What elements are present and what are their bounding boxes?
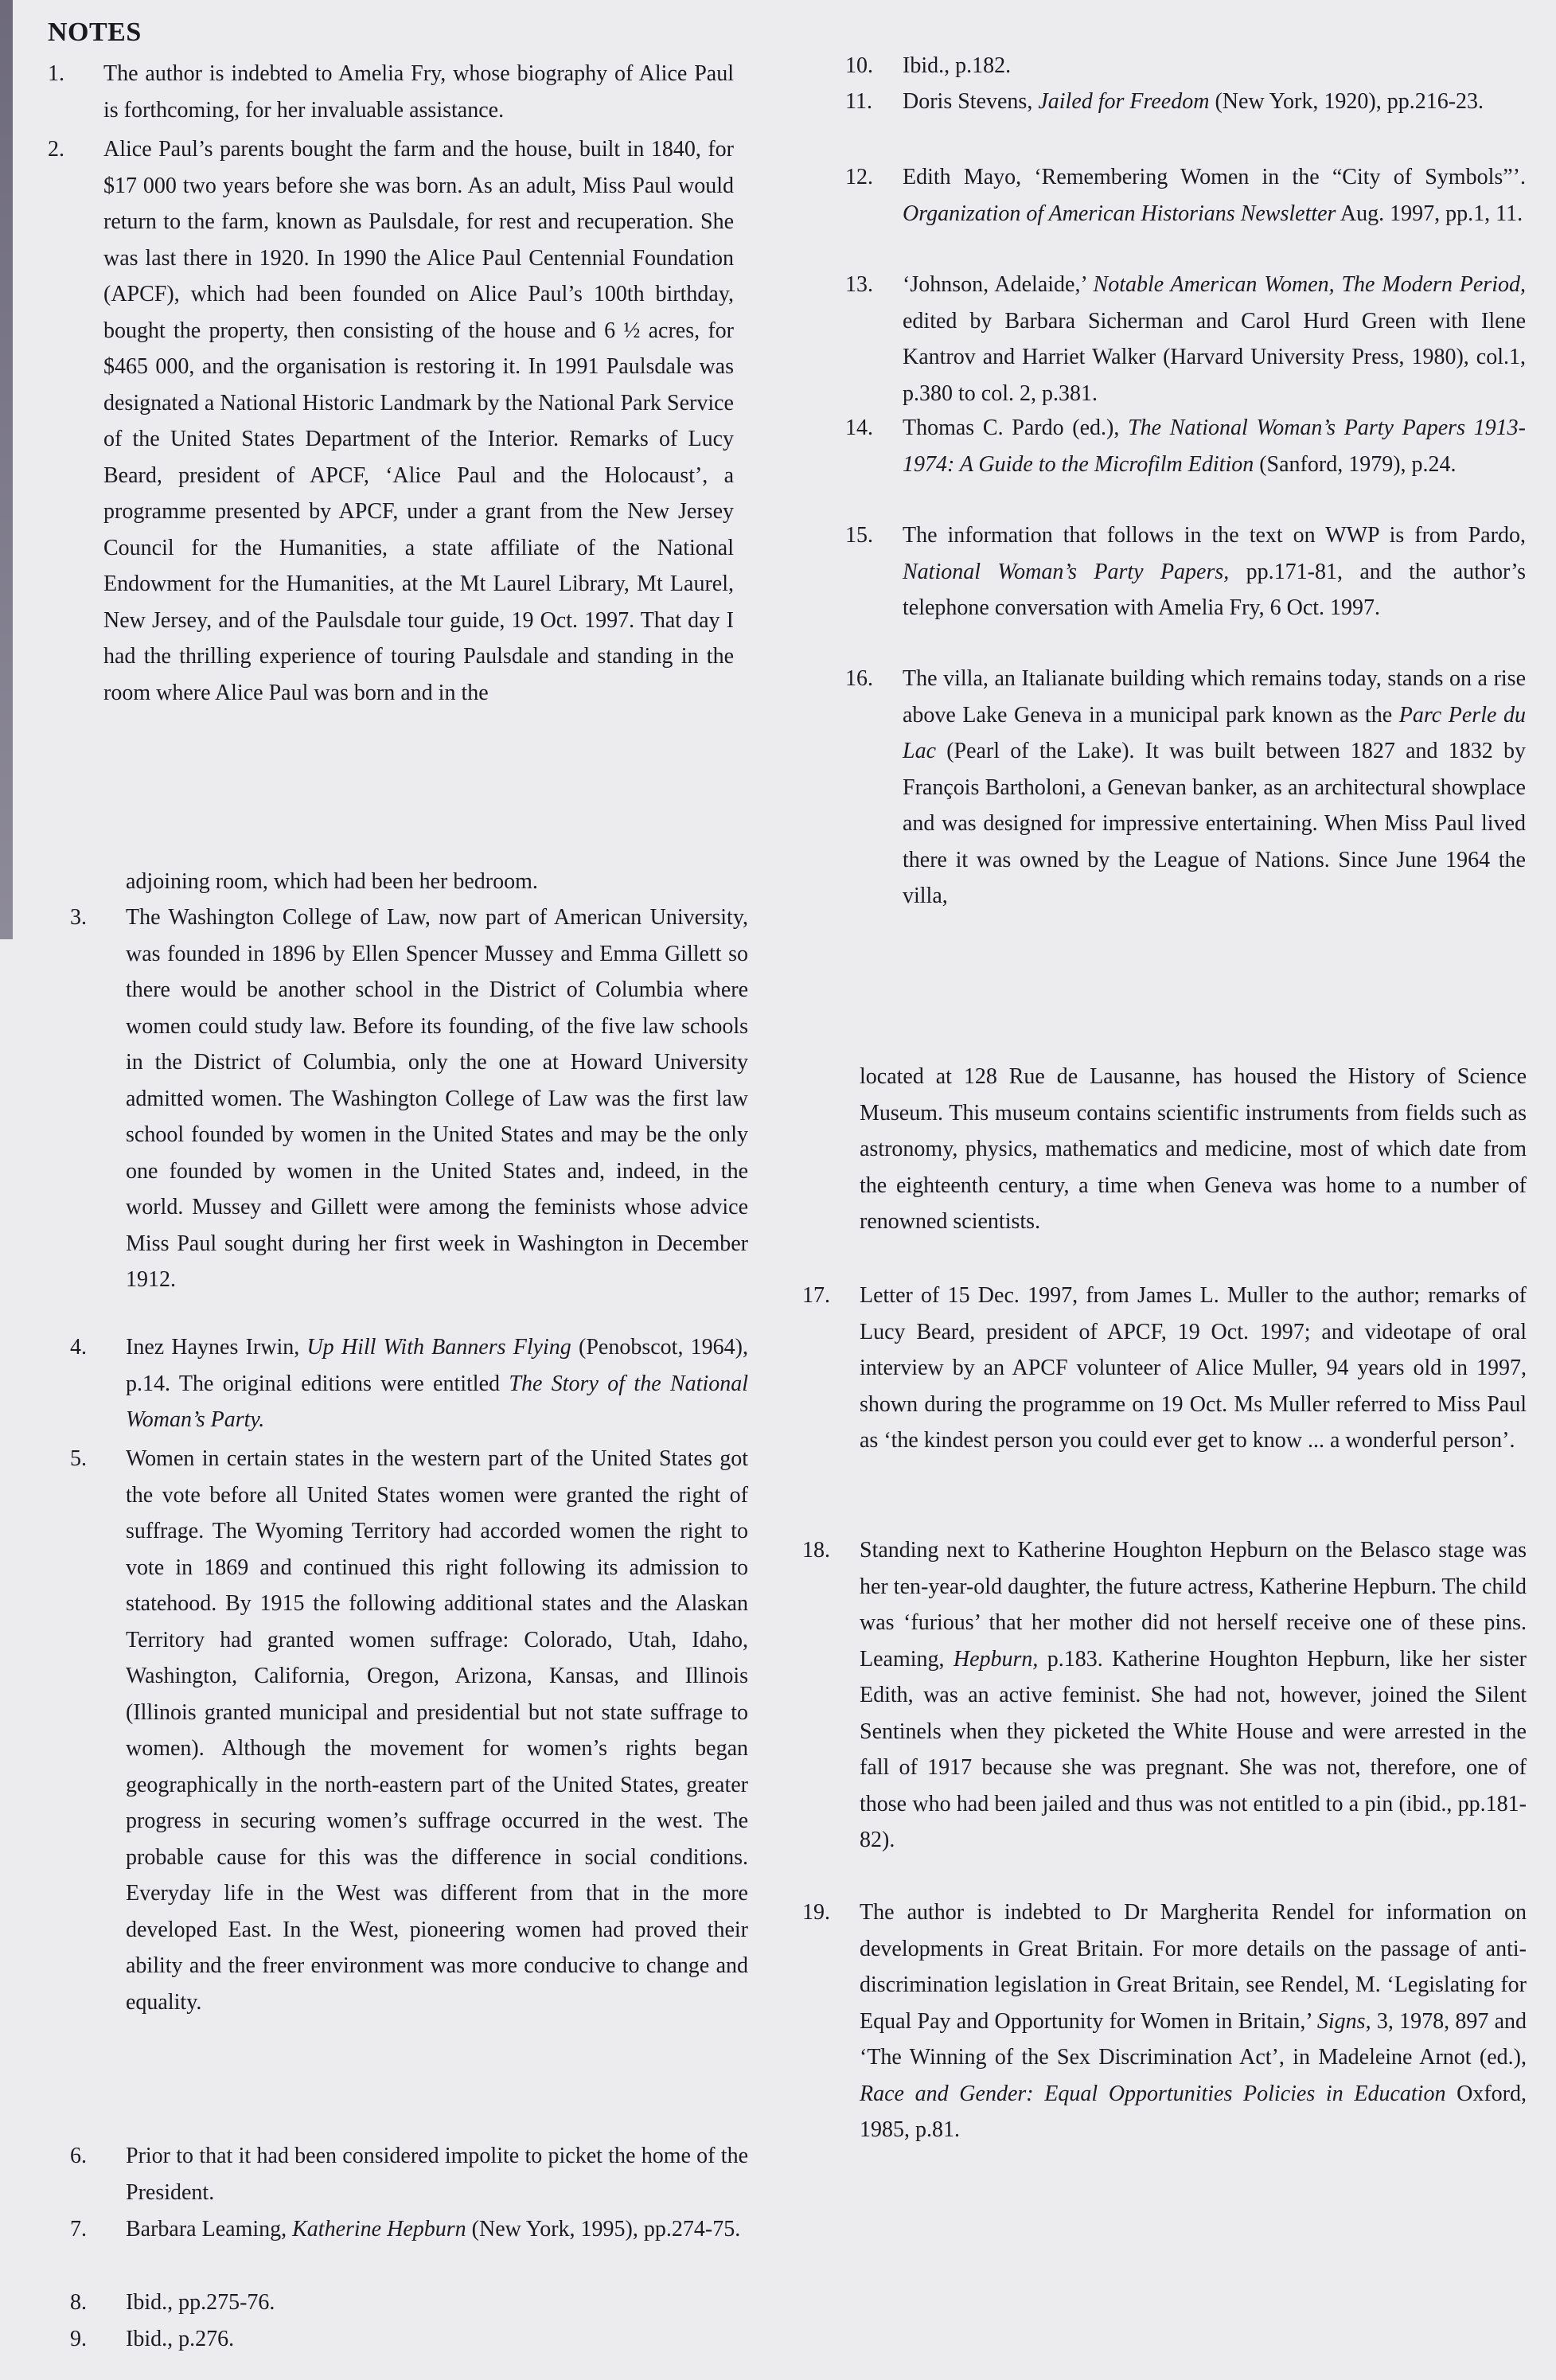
note-10 bbox=[845, 48, 1526, 84]
note-12 bbox=[845, 159, 1526, 232]
note-6 bbox=[70, 2138, 748, 2210]
note-17 bbox=[802, 1278, 1527, 1459]
note-text: The villa, an Italianate building which remains today, stands on a rise above Lake Geneva in a municipal park known as the Parc Perle du Lac (Pearl of the Lake). It was built between 1827 and 1832 by François Bartholoni, a Genevan banker, as an architectural showplace and was designed for impressive entertaining. When Miss Paul lived there it was owned by the League of Nations. Since June 1964 the villa, bbox=[903, 666, 1526, 908]
note-text: Edith Mayo, ‘Remembering Women in the “City of Symbols”’. Organization of American Historians Newsletter Aug. 1997, pp.1, 11. bbox=[903, 165, 1526, 226]
note-number: 4. bbox=[70, 1335, 87, 1360]
note-number: 13. bbox=[845, 272, 873, 297]
note-16-continued bbox=[802, 1059, 1527, 1240]
note-number: 8. bbox=[70, 2290, 87, 2315]
note-text: Standing next to Katherine Houghton Hepburn on the Belasco stage was her ten-year-old daughter, the future actress, Katherine Hepburn. The child was ‘furious’ that her mother did not herself receive one of these pins. Leaming, Hepburn, p.183. Katherine Houghton Hepburn, like her sister Edith, was an active feminist. She had not, however, joined the Silent Sentinels when they picketed the White House and were arrested in the fall of 1917 because she was pregnant. She was not, therefore, one of those who had been jailed and thus was not entitled to a pin (ibid., pp.181-82). bbox=[860, 1538, 1527, 1852]
note-number: 6. bbox=[70, 2144, 87, 2168]
note-number: 9. bbox=[70, 2327, 87, 2351]
note-number: 19. bbox=[802, 1900, 830, 1925]
note-number: 16. bbox=[845, 666, 873, 691]
note-text: Letter of 15 Dec. 1997, from James L. Muller to the author; remarks of Lucy Beard, president of APCF, 19 Oct. 1997; and videotape of oral interview by an APCF volunteer of Alice Muller, 94 years old in 1997, shown during the programme on 19 Oct. Ms Muller referred to Miss Paul as ‘the kindest person you could ever get to know ... a wonderful person’. bbox=[860, 1283, 1527, 1453]
note-5 bbox=[70, 1441, 748, 2020]
note-text: located at 128 Rue de Lausanne, has housed the History of Science Museum. This museum contains scientific instruments from fields such as astronomy, physics, mathematics and medicine, most of which date from the eighteenth century, a time when Geneva was home to a number of renowned scientists. bbox=[860, 1064, 1527, 1234]
note-19 bbox=[802, 1894, 1527, 2148]
note-15 bbox=[845, 517, 1526, 626]
note-text: Inez Haynes Irwin, Up Hill With Banners Flying (Penobscot, 1964), p.14. The original editions were entitled The Story of the National Woman’s Party. bbox=[126, 1335, 749, 1432]
note-number: 1. bbox=[48, 61, 64, 86]
note-9 bbox=[70, 2321, 748, 2358]
note-text: The information that follows in the text on WWP is from Pardo, National Woman’s Party Papers, pp.171-81, and the author’s telephone conversation with Amelia Fry, 6 Oct. 1997. bbox=[903, 523, 1526, 620]
note-number: 17. bbox=[802, 1283, 830, 1308]
page-edge-shadow bbox=[0, 0, 13, 939]
note-1 bbox=[48, 56, 734, 128]
note-3 bbox=[70, 899, 748, 1298]
note-number: 3. bbox=[70, 905, 87, 930]
note-text: ‘Johnson, Adelaide,’ Notable American Women, The Modern Period, edited by Barbara Sicherman and Carol Hurd Green with Ilene Kantrov and Harriet Walker (Harvard University Press, 1980), col.1, p.380 to col. 2, p.381. bbox=[903, 272, 1526, 406]
note-2-continued bbox=[70, 864, 748, 900]
note-text: Barbara Leaming, Katherine Hepburn (New York, 1995), pp.274-75. bbox=[126, 2217, 741, 2241]
note-13 bbox=[845, 267, 1526, 412]
note-11 bbox=[845, 84, 1526, 120]
note-14 bbox=[845, 410, 1526, 482]
note-text: Prior to that it had been considered impolite to picket the home of the President. bbox=[126, 2144, 748, 2205]
note-text: Women in certain states in the western part of the United States got the vote before all United States women were granted the right of suffrage. The Wyoming Territory had accorded women the right to vote in 1869 and continued this right following its admission to statehood. By 1915 the following additional states and the Alaskan Territory had granted women suffrage: Colorado, Utah, Idaho, Washington, California, Oregon, Arizona, Kansas, and Illinois (Illinois granted municipal and presidential but not state suffrage to women). Although the movement for women’s rights began geographically in the north-eastern part of the United States, greater progress in securing women’s suffrage occurred in the west. The probable cause for this was the difference in social conditions. Everyday life in the West was different from that in the more developed East. In the West, pioneering women had proved their ability and the freer environment was more conducive to change and equality. bbox=[126, 1446, 748, 2015]
note-number: 12. bbox=[845, 165, 873, 189]
note-number: 7. bbox=[70, 2217, 87, 2241]
notes-heading: NOTES bbox=[48, 18, 142, 47]
note-2 bbox=[48, 131, 734, 711]
note-number: 10. bbox=[845, 53, 873, 78]
note-7 bbox=[70, 2211, 748, 2248]
note-number: 18. bbox=[802, 1538, 830, 1563]
note-text: Ibid., p.182. bbox=[903, 53, 1012, 78]
note-18 bbox=[802, 1532, 1527, 1859]
note-text: The author is indebted to Dr Margherita Rendel for information on developments in Great Britain. For more details on the passage of anti-discrimination legislation in Great Britain, see Rendel, M. ‘Legislating for Equal Pay and Opportunity for Women in Britain,’ Signs, 3, 1978, 897 and ‘The Winning of the Sex Discrimination Act’, in Madeleine Arnot (ed.), Race and Gender: Equal Opportunities Policies in Education Oxford, 1985, p.81. bbox=[860, 1900, 1527, 2142]
note-16 bbox=[845, 661, 1526, 915]
note-text: The author is indebted to Amelia Fry, whose biography of Alice Paul is forthcoming, for her invaluable assistance. bbox=[103, 61, 734, 123]
note-number: 2. bbox=[48, 137, 64, 162]
note-text: Alice Paul’s parents bought the farm and the house, built in 1840, for $17 000 two years before she was born. As an adult, Miss Paul would return to the farm, known as Paulsdale, for rest and recuperation. She was last there in 1920. In 1990 the Alice Paul Centennial Foundation (APCF), which had been founded on Alice Paul’s 100th birthday, bought the property, then consisting of the house and 6 ½ acres, for $465 000, and the organisation is restoring it. In 1991 Paulsdale was designated a National Historic Landmark by the National Park Service of the United States Department of the Interior. Remarks of Lucy Beard, president of APCF, ‘Alice Paul and the Holocaust’, a programme presented by APCF, under a grant from the New Jersey Council for the Humanities, a state affiliate of the National Endowment for the Humanities, at the Mt Laurel Library, Mt Laurel, New Jersey, and of the Paulsdale tour guide, 19 Oct. 1997. That day I had the thrilling experience of touring Paulsdale and standing in the room where Alice Paul was born and in the bbox=[103, 137, 734, 705]
note-text: The Washington College of Law, now part of American University, was founded in 1896 by Ellen Spencer Mussey and Emma Gillett so there would be another school in the District of Columbia where women could study law. Before its founding, of the five law schools in the District of Columbia, only the one at Howard University admitted women. The Washington College of Law was the first law school founded by women in the United States and may be the only one founded by women in the United States and, indeed, in the world. Mussey and Gillett were among the feminists whose advice Miss Paul sought during her first week in Washington in December 1912. bbox=[126, 905, 748, 1292]
note-text: Ibid., pp.275-76. bbox=[126, 2290, 275, 2315]
note-number: 14. bbox=[845, 416, 873, 440]
note-text: Doris Stevens, Jailed for Freedom (New York, 1920), pp.216-23. bbox=[903, 89, 1484, 114]
note-8 bbox=[70, 2284, 748, 2321]
note-number: 11. bbox=[845, 89, 872, 114]
note-number: 15. bbox=[845, 523, 873, 548]
note-text: Thomas C. Pardo (ed.), The National Woman’s Party Papers 1913-1974: A Guide to the Microfilm Edition (Sanford, 1979), p.24. bbox=[903, 416, 1526, 477]
note-number: 5. bbox=[70, 1446, 87, 1471]
note-4 bbox=[70, 1329, 748, 1438]
note-text: adjoining room, which had been her bedroom. bbox=[126, 869, 538, 894]
note-text: Ibid., p.276. bbox=[126, 2327, 235, 2351]
